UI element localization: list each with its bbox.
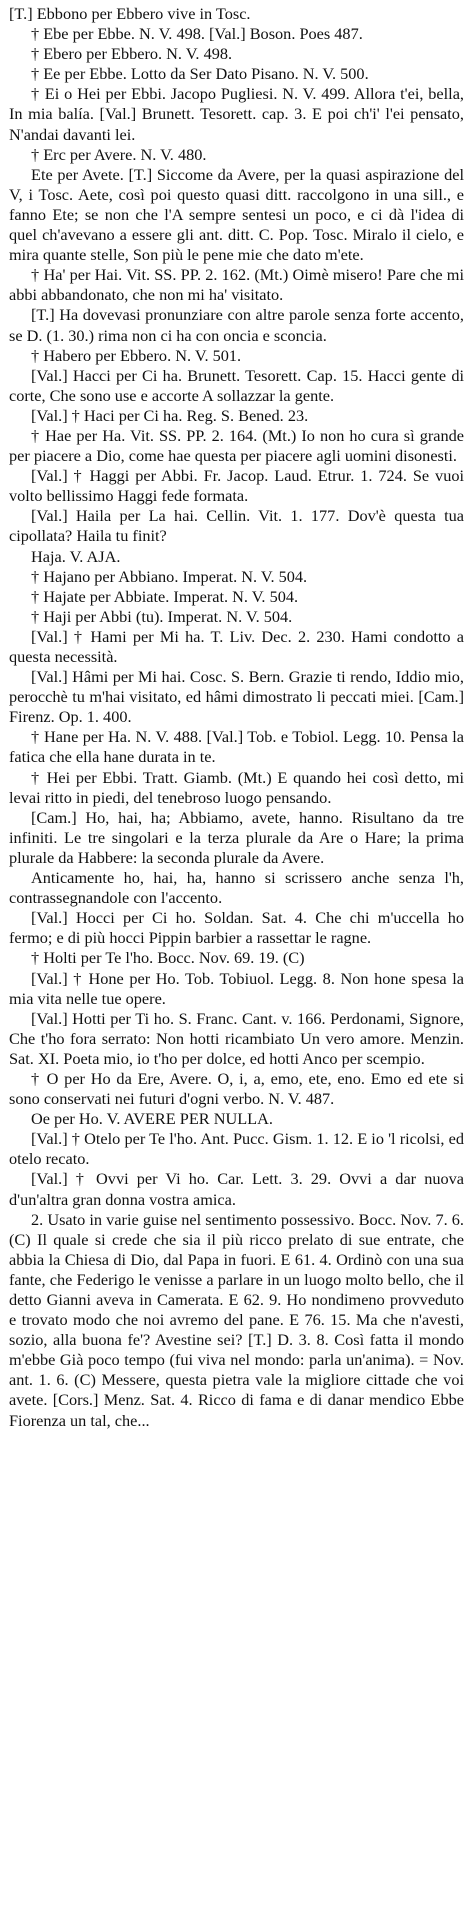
entry-holti: † Holti per Te l'ho. Bocc. Nov. 69. 19. (C) <box>31 948 305 968</box>
entry-ovvi: [Val.] † Ovvi per Vi ho. Car. Lett. 3. 29. Ovvi a dar nuova d'un'altra gran donna vostra amica. <box>9 1169 464 1209</box>
entry-ebe: † Ebe per Ebbe. N. V. 498. [Val.] Boson. Poes 487. <box>31 24 363 44</box>
entry-ebbono: [T.] Ebbono per Ebbero vive in Tosc. <box>9 4 251 23</box>
entry-ete: Ete per Avete. [T.] Siccome da Avere, per la quasi aspirazione del V, i Tosc. Aete, così poi questo quasi ditt. raccolgono in una sill., e fanno Ete; se non che l'A sempre sentesi un poco, e ci dà l'idea di quel ch'avevano a essere gli ant. ditt. C. Pop. Tosc. Miralo il cielo, e mira quante stelle, Son più le pene mie che dato m'ete. <box>9 164 464 265</box>
section-2-possessive: 2. Usato in varie guise nel sentimento possessivo. Bocc. Nov. 7. 6. (C) Il quale si crede che sia il più ricco prelato di sue entrate, che abbia la Chiesa di Dio, dal Papa in fuori. E 61. 4. Ordinò con una sua fante, che Federigo le venisse a parlare in un luogo molto bello, che il detto Gianni aveva in Camerata. E 62. 9. Ho nondimeno provveduto e trovato modo che noi avremo del pane. E 76. 15. Ma che n'avesti, sozio, alla buona fe'? Avestine sei? [T.] D. 3. 8. Così fatta il mondo m'ebbe Già poco tempo (fui viva nel mondo: parla un'anima). = Nov. ant. 1. 6. (C) Messere, questa pietra vale la migliore cittade che voi avete. [Cors.] Menz. Sat. 4. Ricco di fama e di danar mendico Ebbe Fiorenza un tal, che... <box>9 1209 464 1430</box>
entry-ha-apostrophe: † Ha' per Hai. Vit. SS. PP. 2. 162. (Mt.) Oimè misero! Pare che mi abbi abbandonato, che non mi ha' visitato. <box>9 265 464 305</box>
entry-hami-circumflex: [Val.] Hâmi per Mi hai. Cosc. S. Bern. Grazie ti rendo, Iddio mio, perocchè tu m'hai visitato, ed hâmi dimostrato li peccati miei. [Cam.] Firenz. Op. 1. 400. <box>9 667 464 727</box>
entry-hei: † Hei per Ebbi. Tratt. Giamb. (Mt.) E quando hei così detto, mi levai ritto in piedi, del tenebroso luogo pensando. <box>9 767 464 807</box>
entry-hocci: [Val.] Hocci per Ci ho. Soldan. Sat. 4. Che chi m'uccella ho fermo; e di più hocci Pippin barbier a rassettar le ragne. <box>9 908 464 948</box>
entry-haji: † Haji per Abbi (tu). Imperat. N. V. 504. <box>31 606 293 626</box>
entry-hotti: [Val.] Hotti per Ti ho. S. Franc. Cant. v. 166. Perdonami, Signore, Che t'ho fora serrato: Non hotti ricambiato Un vero amore. Menzin. Sat. XI. Poeta mio, io t'ho per dolce, ed hotti Anco per scempio. <box>9 1008 464 1068</box>
entry-hajano: † Hajano per Abbiano. Imperat. N. V. 504. <box>31 566 308 586</box>
entry-haila: [Val.] Haila per La hai. Cellin. Vit. 1. 177. Dov'è questa tua cipollata? Haila tu finit? <box>9 506 464 546</box>
entry-hane: † Hane per Ha. N. V. 488. [Val.] Tob. e Tobiol. Legg. 10. Pensa la fatica che ella hane durata in te. <box>9 727 464 767</box>
entry-habero: † Habero per Ebbero. N. V. 501. <box>31 345 242 365</box>
entry-ei-hei: † Ei o Hei per Ebbi. Jacopo Pugliesi. N. V. 499. Allora t'ei, bella, In mia balía. [Val.] Brunett. Tesorett. cap. 3. E poi ch'i' l'ei pensato, N'andai davanti lei. <box>9 84 464 144</box>
entry-ee: † Ee per Ebbe. Lotto da Ser Dato Pisano. N. V. 500. <box>31 64 369 84</box>
entry-oe: Oe per Ho. V. AVERE PER NULLA. <box>31 1109 273 1129</box>
entry-ha-note: [T.] Ha dovevasi pronunziare con altre parole senza forte accento, se D. (1. 30.) rima non ci ha con oncia e sconcia. <box>9 305 464 345</box>
entry-otelo: [Val.] † Otelo per Te l'ho. Ant. Pucc. Gism. 1. 12. E io 'l ricolsi, ed otelo recato. <box>9 1129 464 1169</box>
entry-haci: [Val.] † Haci per Ci ha. Reg. S. Bened. 23. <box>31 405 309 425</box>
entry-hami: [Val.] † Hami per Mi ha. T. Liv. Dec. 2. 230. Hami condotto a questa necessità. <box>9 626 464 666</box>
entry-hacci: [Val.] Hacci per Ci ha. Brunett. Tesorett. Cap. 15. Hacci gente di corte, Che sono use e accorte A sollazzar la gente. <box>9 365 464 405</box>
entry-o: † O per Ho da Ere, Avere. O, i, a, emo, ete, eno. Emo ed ete si sono conservati nei futuri d'ogni verbo. N. V. 487. <box>9 1068 464 1109</box>
entry-ho-hai-ha: [Cam.] Ho, hai, ha; Abbiamo, avete, hanno. Risultano da tre infiniti. Le tre singolari e la terza plurale da Are o Hare; la prima plurale da Habbere: la seconda plurale da Avere. <box>9 807 464 867</box>
entry-erc: † Erc per Avere. N. V. 480. <box>31 144 207 164</box>
entry-haja: Haja. V. AJA. <box>31 546 121 566</box>
entry-hone: [Val.] † Hone per Ho. Tob. Tobiuol. Legg. 8. Non hone spesa la mia vita nelle tue opere. <box>9 968 464 1008</box>
entry-anticamente: Anticamente ho, hai, ha, hanno si scrissero anche senza l'h, contrassegnandole con l'accento. <box>9 868 464 908</box>
entry-hajate: † Hajate per Abbiate. Imperat. N. V. 504. <box>31 586 299 606</box>
entry-haggi: [Val.] † Haggi per Abbi. Fr. Jacop. Laud. Etrur. 1. 724. Se vuoi volto bellissimo Haggi fede formata. <box>9 466 464 506</box>
entry-hae: † Hae per Ha. Vit. SS. PP. 2. 164. (Mt.) Io non ho cura sì grande per piacere a Dio, come hae questa per piacere agli uomini disonesti. <box>9 425 464 466</box>
entry-ebero: † Ebero per Ebbero. N. V. 498. <box>31 44 233 64</box>
